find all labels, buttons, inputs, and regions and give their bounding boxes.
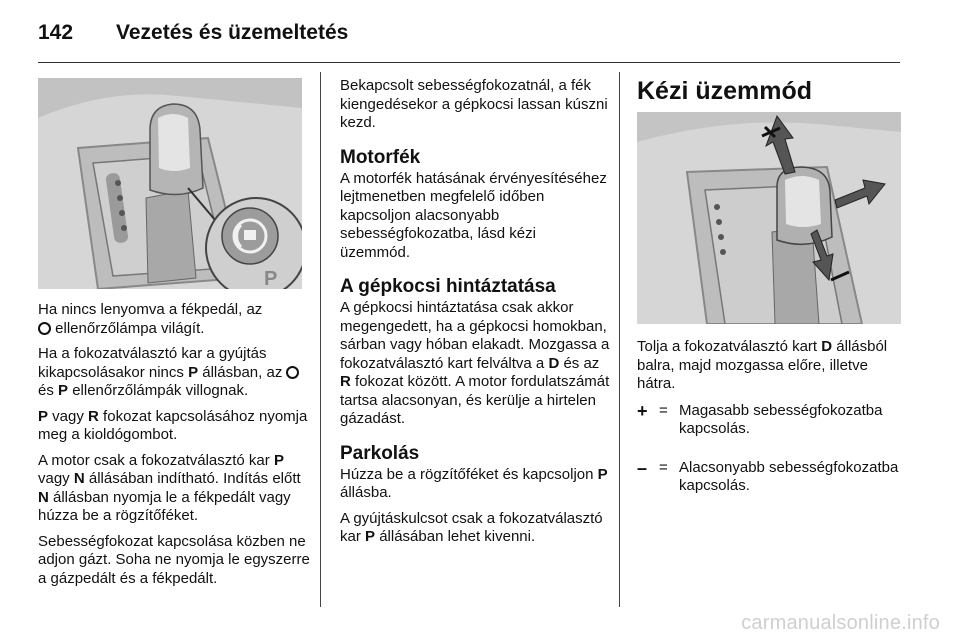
text: ellenőrzőlámpák villognak.: [68, 382, 249, 399]
text: állásban nyomja le a fékpedált vagy húzza be a rögzítőféket.: [38, 488, 291, 524]
page-number: 142: [38, 21, 74, 44]
gear-P: P: [273, 451, 284, 469]
gear-P: P: [188, 363, 199, 381]
minus-icon: –: [637, 457, 648, 478]
text: állásában lehet kivenni.: [375, 528, 536, 545]
column-2: [340, 77, 610, 554]
text: vagy: [48, 407, 89, 425]
column-divider-1: [320, 72, 321, 607]
text: A gépkocsi hintáztatása csak akkor megengedett, ha a gépkocsi homokban, sárban vagy hóban elakadt. Mozgassa a fokozatválasztó kart felváltva a: [340, 299, 610, 372]
text: Ha nincs lenyomva a fékpedál, az: [38, 301, 263, 318]
text: fokozat kapcsolásához nyomja meg a kioldógombot.: [38, 407, 308, 443]
heading-parking: Parkolás: [340, 442, 420, 464]
gear-D: D: [821, 338, 833, 355]
text: állásban, az: [198, 363, 287, 381]
inset-label: P: [264, 268, 278, 289]
text: fokozat között. A motor fordulatszámát tartsa alacsonyan, és kerülje a hirtelen gázadást.: [340, 373, 610, 427]
paragraph-engine-brake: A motorfék hatásának érvényesítéséhez lejtmenetben megfelelő időben kapcsoljon alacsonyabb sebességfokozatba, lásd kézi üzemmód.: [340, 169, 607, 261]
gear-R: R: [88, 407, 99, 425]
gear-R: R: [340, 373, 351, 390]
gear-selector-figure: [38, 78, 302, 289]
paragraph-rocking: [340, 299, 610, 429]
heading-engine-brake: Motorfék: [340, 146, 421, 168]
plus-icon: +: [637, 400, 648, 421]
gear-N: N: [38, 488, 49, 506]
gear-P: P: [365, 528, 376, 545]
column-3: [637, 338, 905, 502]
text: állásba.: [340, 484, 392, 501]
heading-rocking: A gépkocsi hintáztatása: [340, 276, 556, 297]
text: ellenőrzőlámpa világít.: [51, 319, 205, 337]
manual-mode-illustration: [637, 112, 901, 324]
legend-text: Magasabb sebességfokozatba kapcsolás.: [679, 401, 883, 437]
legend-row-downshift: [637, 459, 905, 496]
text: Tolja a fokozatválasztó kart: [637, 338, 822, 355]
heading-manual-mode: Kézi üzemmód: [637, 77, 813, 105]
gear-N: N: [73, 470, 85, 487]
brake-pedal-icon: [38, 322, 51, 335]
brake-warning-icon: [244, 230, 256, 240]
paragraph-manual-mode: [637, 338, 905, 394]
legend-eq: =: [659, 401, 668, 419]
gear-selector-illustration: [38, 78, 302, 289]
column-1: [38, 301, 310, 595]
paragraph-release-button: [38, 408, 310, 445]
watermark: carmanualsonline.info: [741, 612, 940, 634]
gear-P: P: [58, 382, 69, 399]
paragraph-ignition: [38, 345, 310, 401]
text: és az: [559, 354, 600, 372]
column-divider-2: [619, 72, 620, 607]
text: állásában indítható. Indítás előtt: [84, 470, 301, 487]
text: A gyújtáskulcsot csak a fokozatválasztó kar: [340, 509, 603, 545]
text: A motor csak a fokozatválasztó kar: [38, 451, 274, 469]
text: Ha a fokozatválasztó kar a gyújtás kikapcsolásakor nincs: [38, 345, 267, 381]
legend-row-upshift: [637, 402, 905, 439]
paragraph-parking: [340, 466, 610, 503]
paragraph-no-gas: Sebességfokozat kapcsolása közben ne adjon gázt. Soha ne nyomja le egyszerre a gázpedált és a fékpedált.: [38, 532, 310, 587]
text: vagy: [38, 470, 74, 487]
text: Húzza be a rögzítőféket és kapcsoljon: [340, 465, 598, 483]
text: és: [38, 382, 59, 399]
text: állásból balra, majd mozgassa előre, illetve hátra.: [637, 338, 888, 392]
gear-P: P: [38, 407, 49, 425]
legend-eq: =: [659, 458, 668, 476]
paragraph-creep: Bekapcsolt sebességfokozatnál, a fék kiengedésekor a gépkocsi lassan kúszni kezd.: [340, 77, 608, 131]
gear-P: P: [597, 465, 608, 483]
paragraph-key-removal: [340, 510, 610, 547]
brake-pedal-icon: [286, 366, 299, 379]
manual-mode-figure: [637, 112, 901, 324]
legend-text: Alacsonyabb sebességfokozatba kapcsolás.: [679, 458, 899, 494]
paragraph-engine-start: [38, 452, 310, 526]
gear-D: D: [548, 354, 560, 372]
paragraph-brake-light: [38, 301, 310, 338]
page-header: Vezetés és üzemeltetés: [116, 21, 349, 44]
header-rule: [38, 62, 900, 63]
